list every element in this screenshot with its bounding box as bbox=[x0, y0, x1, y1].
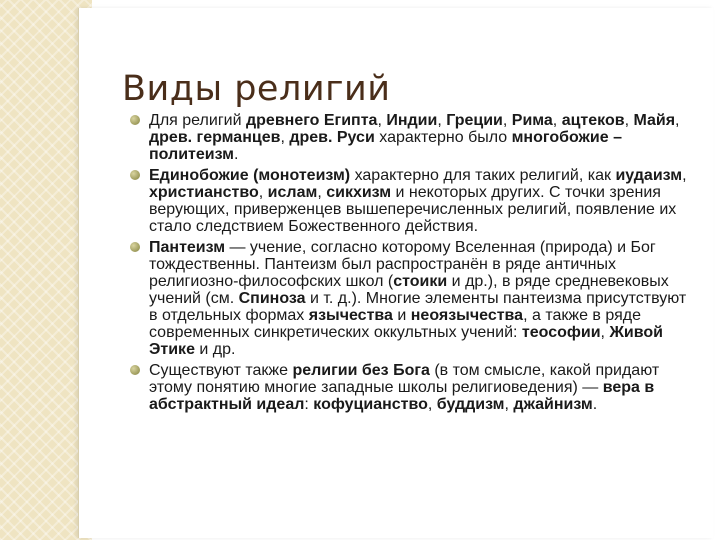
bold-text-run: буддизм bbox=[436, 396, 505, 413]
text-run: и некоторых других. С точки зрения верующих, приверженцев вышеперечисленных религий, появление их стало следствием Божественного действия. bbox=[149, 184, 677, 235]
text-run: , bbox=[675, 112, 680, 129]
bold-text-run: джайнизм bbox=[513, 396, 593, 413]
bold-text-run: христианство bbox=[149, 184, 259, 201]
bold-text-run: сикхизм bbox=[326, 184, 392, 201]
bold-text-run: неоязычества bbox=[410, 307, 524, 324]
bold-text-run: стоики bbox=[393, 273, 448, 290]
bold-text-run: теософии bbox=[521, 324, 601, 341]
bold-text-run: Греции bbox=[446, 112, 503, 129]
text-run: , bbox=[600, 324, 610, 341]
text-run: (в том смысле, какой придают этому понятию многие западные школы религиоведения) — bbox=[149, 362, 660, 396]
bold-text-run: ислам bbox=[267, 184, 318, 201]
bold-text-run: иудаизм bbox=[615, 167, 683, 184]
text-run: , bbox=[258, 184, 268, 201]
bullet-icon bbox=[130, 365, 140, 375]
text-run: характерно было bbox=[374, 129, 512, 146]
text-run: и др. bbox=[194, 341, 236, 358]
text-run: , bbox=[682, 167, 687, 184]
bold-text-run: древ. Руси bbox=[289, 129, 375, 146]
text-run: Для религий bbox=[149, 112, 246, 129]
bold-text-run: многобожие – политеизм bbox=[149, 129, 622, 163]
bullet-item-polytheism bbox=[128, 112, 698, 163]
bold-text-run: Спиноза bbox=[238, 290, 306, 307]
bullet-item-monotheism bbox=[128, 167, 698, 235]
text-run: характерно для таких религий, как bbox=[350, 167, 616, 184]
bold-text-run: Единобожие (монотеизм) bbox=[149, 167, 351, 184]
text-run: и bbox=[392, 307, 411, 324]
text-run: , bbox=[552, 112, 562, 129]
bold-text-run: Пантеизм bbox=[149, 239, 226, 256]
bold-text-run: древ. германцев bbox=[149, 129, 281, 146]
text-run: , bbox=[502, 112, 512, 129]
bullet-icon bbox=[130, 170, 140, 180]
text-run: и т. д.). Многие элементы пантеизма присутствуют в отдельных формах bbox=[149, 290, 687, 324]
bold-text-run: Индии bbox=[386, 112, 438, 129]
bold-text-run: древнего Египта bbox=[245, 112, 378, 129]
bullet-item-pantheism bbox=[128, 239, 698, 358]
text-run: , а также в ряде современных синкретических оккультных учений: bbox=[149, 307, 641, 341]
slide-title: Виды религий bbox=[122, 69, 391, 110]
bold-text-run: Живой Этике bbox=[149, 324, 663, 358]
bullet-item-godless-religions bbox=[128, 362, 698, 413]
text-run: , bbox=[317, 184, 327, 201]
text-run: , bbox=[437, 112, 447, 129]
bullet-text bbox=[149, 112, 680, 163]
bold-text-run: вера в абстрактный идеал bbox=[149, 379, 655, 413]
bullet-icon bbox=[130, 115, 140, 125]
bold-text-run: Рима bbox=[511, 112, 553, 129]
bullet-text bbox=[149, 167, 687, 235]
text-run: , bbox=[280, 129, 290, 146]
bullet-text bbox=[149, 239, 686, 358]
text-run: и др.), в ряде средневековых учений (см. bbox=[149, 273, 669, 307]
bold-text-run: ацтеков bbox=[561, 112, 625, 129]
text-run: — учение, согласно которому Вселенная (природа) и Бог тождественны. Пантеизм был распространён в ряде античных религиозно-философских школ ( bbox=[149, 239, 656, 290]
bold-text-run: Майя bbox=[633, 112, 676, 129]
bullet-text bbox=[149, 362, 659, 413]
bullet-icon bbox=[130, 242, 140, 252]
text-run: Существуют также bbox=[149, 362, 293, 379]
text-run: , bbox=[427, 396, 437, 413]
bold-text-run: язычества bbox=[308, 307, 393, 324]
bold-text-run: кофуцианство bbox=[313, 396, 428, 413]
text-run: , bbox=[377, 112, 387, 129]
text-run: , bbox=[504, 396, 514, 413]
bold-text-run: религии без Бога bbox=[292, 362, 430, 379]
bullet-list bbox=[128, 112, 698, 417]
text-run: . bbox=[592, 396, 598, 413]
text-run: , bbox=[624, 112, 634, 129]
text-run: . bbox=[234, 146, 239, 163]
text-run: : bbox=[304, 396, 314, 413]
